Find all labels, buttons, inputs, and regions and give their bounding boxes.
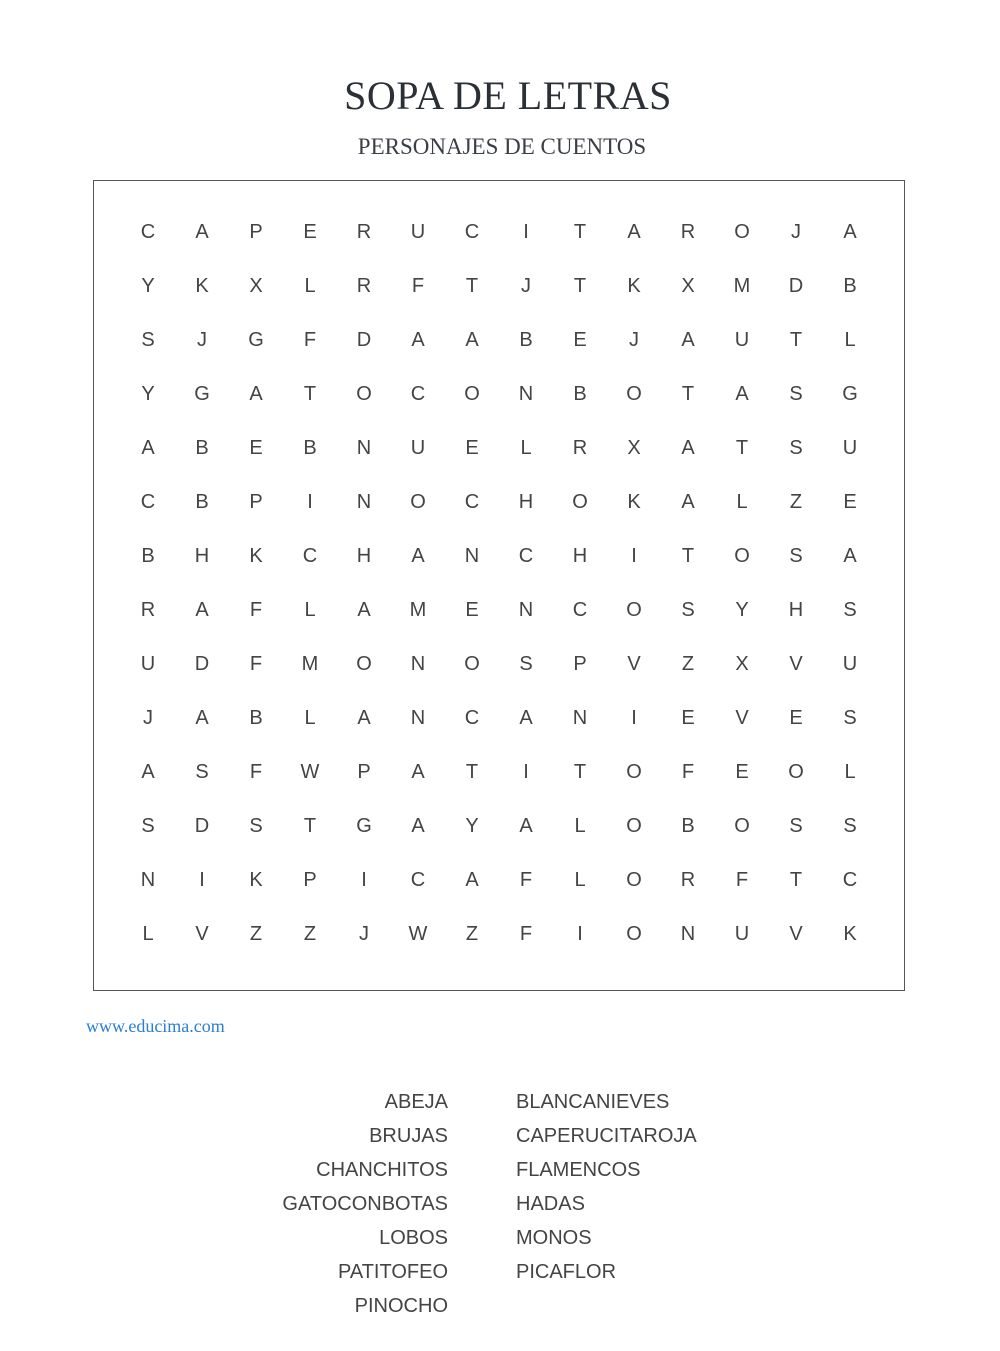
grid-letter[interactable]: T: [789, 868, 803, 891]
grid-letter[interactable]: N: [356, 490, 372, 513]
grid-letter[interactable]: J: [521, 274, 531, 297]
grid-letter[interactable]: S: [843, 598, 857, 621]
grid-letter[interactable]: A: [519, 814, 533, 837]
grid-letter[interactable]: A: [735, 382, 749, 405]
grid-letter[interactable]: K: [249, 544, 263, 567]
grid-letter[interactable]: I: [577, 922, 583, 945]
word-list-item: HADAS: [516, 1193, 585, 1215]
grid-letter[interactable]: L: [304, 274, 316, 297]
grid-letter[interactable]: J: [197, 328, 207, 351]
grid-letter[interactable]: E: [789, 706, 803, 729]
word-list-item: CAPERUCITAROJA: [516, 1125, 697, 1147]
grid-letter[interactable]: O: [626, 382, 642, 405]
grid-letter[interactable]: A: [411, 328, 425, 351]
grid-letter[interactable]: H: [788, 598, 804, 621]
grid-letter[interactable]: J: [791, 220, 801, 243]
word-list-item: PATITOFEO: [337, 1261, 448, 1283]
grid-letter[interactable]: R: [572, 436, 588, 459]
grid-letter[interactable]: C: [464, 220, 480, 243]
grid-letter[interactable]: K: [195, 274, 209, 297]
grid-letter[interactable]: T: [573, 274, 587, 297]
grid-letter[interactable]: A: [681, 436, 695, 459]
grid-letter[interactable]: S: [843, 706, 857, 729]
grid-letter[interactable]: B: [249, 706, 263, 729]
grid-letter[interactable]: T: [573, 760, 587, 783]
grid-letter[interactable]: C: [572, 598, 588, 621]
grid-letter[interactable]: A: [627, 220, 641, 243]
grid-letter[interactable]: D: [194, 652, 210, 675]
grid-letter[interactable]: B: [573, 382, 587, 405]
grid-letter[interactable]: N: [140, 868, 156, 891]
grid-letter[interactable]: S: [519, 652, 533, 675]
grid-letter[interactable]: Z: [789, 490, 803, 513]
grid-letter[interactable]: T: [789, 328, 803, 351]
grid-letter[interactable]: O: [626, 814, 642, 837]
grid-letter[interactable]: C: [410, 868, 426, 891]
grid-letter[interactable]: L: [574, 814, 586, 837]
grid-letter[interactable]: O: [734, 814, 750, 837]
grid-letter[interactable]: A: [141, 760, 155, 783]
grid-letter[interactable]: N: [356, 436, 372, 459]
word-list-item: CHANCHITOS: [316, 1159, 448, 1181]
grid-letter[interactable]: E: [249, 436, 263, 459]
word-list-item: PICAFLOR: [516, 1261, 617, 1283]
grid-letter[interactable]: R: [140, 598, 156, 621]
grid-letter[interactable]: N: [410, 706, 426, 729]
grid-letter[interactable]: A: [519, 706, 533, 729]
grid-letter[interactable]: O: [626, 760, 642, 783]
grid-letter[interactable]: T: [465, 760, 479, 783]
grid-letter[interactable]: M: [301, 652, 319, 675]
grid-letter[interactable]: N: [518, 598, 534, 621]
word-list-item: LOBOS: [379, 1227, 448, 1249]
grid-letter[interactable]: L: [844, 328, 856, 351]
grid-letter[interactable]: L: [304, 598, 316, 621]
grid-letter[interactable]: N: [680, 922, 696, 945]
grid-letter[interactable]: J: [143, 706, 153, 729]
grid-letter[interactable]: F: [411, 274, 425, 297]
grid-letter[interactable]: F: [519, 922, 533, 945]
word-list-item: BRUJAS: [369, 1125, 448, 1147]
grid-letter[interactable]: A: [411, 814, 425, 837]
grid-letter[interactable]: X: [681, 274, 695, 297]
grid-letter[interactable]: T: [681, 382, 695, 405]
grid-letter[interactable]: I: [199, 868, 205, 891]
grid-letter[interactable]: L: [304, 706, 316, 729]
grid-letter[interactable]: S: [789, 814, 803, 837]
grid-letter[interactable]: I: [631, 706, 637, 729]
grid-letter[interactable]: U: [842, 436, 858, 459]
grid-letter[interactable]: E: [735, 760, 749, 783]
grid-letter[interactable]: A: [411, 760, 425, 783]
grid-letter[interactable]: V: [195, 922, 209, 945]
grid-letter[interactable]: S: [843, 814, 857, 837]
grid-letter[interactable]: K: [843, 922, 857, 945]
grid-letter[interactable]: A: [411, 544, 425, 567]
grid-letter[interactable]: D: [788, 274, 804, 297]
grid-letter[interactable]: S: [249, 814, 263, 837]
grid-letter[interactable]: S: [789, 544, 803, 567]
grid-letter[interactable]: F: [735, 868, 749, 891]
grid-letter[interactable]: G: [842, 382, 858, 405]
word-list-left-column: [282, 1088, 448, 1326]
grid-letter[interactable]: I: [361, 868, 367, 891]
grid-letter[interactable]: O: [356, 652, 372, 675]
grid-letter[interactable]: Z: [303, 922, 317, 945]
grid-letter[interactable]: L: [574, 868, 586, 891]
grid-letter[interactable]: S: [195, 760, 209, 783]
grid-letter[interactable]: A: [357, 706, 371, 729]
grid-letter[interactable]: O: [572, 490, 588, 513]
grid-letter[interactable]: H: [194, 544, 210, 567]
grid-letter[interactable]: O: [464, 382, 480, 405]
grid-letter[interactable]: V: [735, 706, 749, 729]
grid-letter[interactable]: A: [357, 598, 371, 621]
grid-letter[interactable]: U: [410, 220, 426, 243]
grid-letter[interactable]: A: [465, 868, 479, 891]
grid-letter[interactable]: C: [464, 490, 480, 513]
grid-letter[interactable]: X: [627, 436, 641, 459]
grid-letter[interactable]: E: [681, 706, 695, 729]
grid-letter[interactable]: A: [195, 220, 209, 243]
grid-letter[interactable]: Y: [141, 382, 155, 405]
grid-letter[interactable]: O: [788, 760, 804, 783]
grid-letter[interactable]: G: [194, 382, 210, 405]
grid-letter[interactable]: O: [356, 382, 372, 405]
grid-letter[interactable]: C: [842, 868, 858, 891]
grid-letter[interactable]: T: [303, 382, 317, 405]
grid-letter[interactable]: G: [356, 814, 372, 837]
grid-letter[interactable]: I: [523, 760, 529, 783]
page-title: SOPA DE LETRAS: [344, 73, 672, 118]
grid-letter[interactable]: R: [356, 274, 372, 297]
grid-letter[interactable]: L: [844, 760, 856, 783]
grid-letter[interactable]: G: [248, 328, 264, 351]
grid-letter[interactable]: E: [843, 490, 857, 513]
grid-letter[interactable]: F: [681, 760, 695, 783]
grid-letter[interactable]: P: [249, 490, 263, 513]
grid-letter[interactable]: Z: [465, 922, 479, 945]
grid-letter[interactable]: I: [523, 220, 529, 243]
grid-letter[interactable]: A: [843, 544, 857, 567]
grid-letter[interactable]: S: [789, 436, 803, 459]
grid-letter[interactable]: U: [734, 328, 750, 351]
grid-letter[interactable]: J: [359, 922, 369, 945]
grid-letter[interactable]: B: [141, 544, 155, 567]
word-list-item: FLAMENCOS: [516, 1159, 641, 1181]
word-list-item: BLANCANIEVES: [516, 1091, 670, 1113]
grid-letter[interactable]: H: [572, 544, 588, 567]
grid-letter[interactable]: R: [680, 220, 696, 243]
grid-letter[interactable]: F: [303, 328, 317, 351]
grid-letter[interactable]: N: [464, 544, 480, 567]
grid-letter[interactable]: A: [843, 220, 857, 243]
grid-letter[interactable]: A: [195, 598, 209, 621]
grid-letter[interactable]: F: [249, 652, 263, 675]
grid-letter[interactable]: N: [410, 652, 426, 675]
grid-letter[interactable]: K: [627, 490, 641, 513]
grid-letter[interactable]: S: [789, 382, 803, 405]
grid-letter[interactable]: Y: [735, 598, 749, 621]
grid-letter[interactable]: K: [627, 274, 641, 297]
grid-letter[interactable]: Z: [249, 922, 263, 945]
grid-letter[interactable]: K: [249, 868, 263, 891]
grid-letter[interactable]: W: [408, 922, 428, 945]
grid-letter[interactable]: Y: [141, 274, 155, 297]
grid-letter[interactable]: B: [303, 436, 317, 459]
grid-letter[interactable]: D: [356, 328, 372, 351]
grid-letter[interactable]: B: [195, 490, 209, 513]
grid-letter[interactable]: C: [410, 382, 426, 405]
grid-letter[interactable]: N: [572, 706, 588, 729]
grid-letter[interactable]: F: [519, 868, 533, 891]
grid-letter[interactable]: T: [465, 274, 479, 297]
grid-letter[interactable]: U: [410, 436, 426, 459]
grid-letter[interactable]: C: [302, 544, 318, 567]
word-list-item: PINOCHO: [354, 1295, 448, 1317]
grid-letter[interactable]: L: [142, 922, 154, 945]
grid-letter[interactable]: T: [573, 220, 587, 243]
grid-letter[interactable]: U: [140, 652, 156, 675]
grid-letter[interactable]: A: [681, 490, 695, 513]
grid-letter[interactable]: P: [357, 760, 371, 783]
grid-letter[interactable]: S: [141, 328, 155, 351]
grid-letter[interactable]: C: [140, 220, 156, 243]
word-list-item: GATOCONBOTAS: [282, 1193, 448, 1215]
grid-letter[interactable]: F: [249, 760, 263, 783]
grid-letter[interactable]: P: [303, 868, 317, 891]
grid-letter[interactable]: U: [842, 652, 858, 675]
grid-letter[interactable]: B: [519, 328, 533, 351]
grid-letter[interactable]: S: [141, 814, 155, 837]
grid-letter[interactable]: C: [518, 544, 534, 567]
grid-letter[interactable]: D: [194, 814, 210, 837]
grid-letter[interactable]: E: [465, 598, 479, 621]
grid-letter[interactable]: T: [303, 814, 317, 837]
grid-letter[interactable]: B: [843, 274, 857, 297]
grid-letter[interactable]: N: [518, 382, 534, 405]
grid-letter[interactable]: X: [249, 274, 263, 297]
grid-letter[interactable]: T: [681, 544, 695, 567]
grid-letter[interactable]: X: [735, 652, 749, 675]
website-link[interactable]: www.educima.com: [86, 1016, 225, 1036]
grid-letter[interactable]: P: [249, 220, 263, 243]
grid-letter[interactable]: S: [681, 598, 695, 621]
grid-letter[interactable]: L: [736, 490, 748, 513]
grid-letter[interactable]: E: [465, 436, 479, 459]
grid-letter[interactable]: I: [631, 544, 637, 567]
grid-letter[interactable]: V: [627, 652, 641, 675]
grid-letter[interactable]: Y: [465, 814, 479, 837]
grid-letter[interactable]: V: [789, 922, 803, 945]
grid-letter[interactable]: Z: [681, 652, 695, 675]
grid-letter[interactable]: H: [356, 544, 372, 567]
grid-letter[interactable]: U: [734, 922, 750, 945]
grid-letter[interactable]: W: [300, 760, 320, 783]
grid-letter[interactable]: O: [734, 220, 750, 243]
grid-letter[interactable]: H: [518, 490, 534, 513]
grid-letter[interactable]: O: [464, 652, 480, 675]
grid-letter[interactable]: R: [680, 868, 696, 891]
word-list-item: MONOS: [516, 1227, 592, 1249]
grid-letter[interactable]: O: [626, 922, 642, 945]
grid-letter[interactable]: J: [629, 328, 639, 351]
page-subtitle: PERSONAJES DE CUENTOS: [357, 134, 647, 159]
grid-letter[interactable]: I: [307, 490, 313, 513]
grid-letter[interactable]: O: [626, 598, 642, 621]
word-list-item: ABEJA: [384, 1091, 448, 1113]
grid-letter[interactable]: F: [249, 598, 263, 621]
grid-letter[interactable]: V: [789, 652, 803, 675]
grid-letter[interactable]: O: [626, 868, 642, 891]
grid-letter[interactable]: M: [409, 598, 427, 621]
grid-letter[interactable]: E: [573, 328, 587, 351]
grid-letter[interactable]: O: [410, 490, 426, 513]
grid-letter[interactable]: P: [573, 652, 587, 675]
letter-grid: [121, 205, 877, 961]
grid-letter[interactable]: T: [735, 436, 749, 459]
grid-letter[interactable]: B: [681, 814, 695, 837]
grid-letter[interactable]: C: [464, 706, 480, 729]
grid-letter[interactable]: A: [195, 706, 209, 729]
grid-letter[interactable]: C: [140, 490, 156, 513]
grid-letter[interactable]: E: [303, 220, 317, 243]
grid-letter[interactable]: A: [249, 382, 263, 405]
grid-letter[interactable]: A: [681, 328, 695, 351]
word-list-right-column: [516, 1088, 697, 1292]
grid-letter[interactable]: L: [520, 436, 532, 459]
grid-letter[interactable]: A: [141, 436, 155, 459]
grid-letter[interactable]: O: [734, 544, 750, 567]
grid-letter[interactable]: A: [465, 328, 479, 351]
grid-letter[interactable]: B: [195, 436, 209, 459]
grid-letter[interactable]: M: [733, 274, 751, 297]
grid-letter[interactable]: R: [356, 220, 372, 243]
